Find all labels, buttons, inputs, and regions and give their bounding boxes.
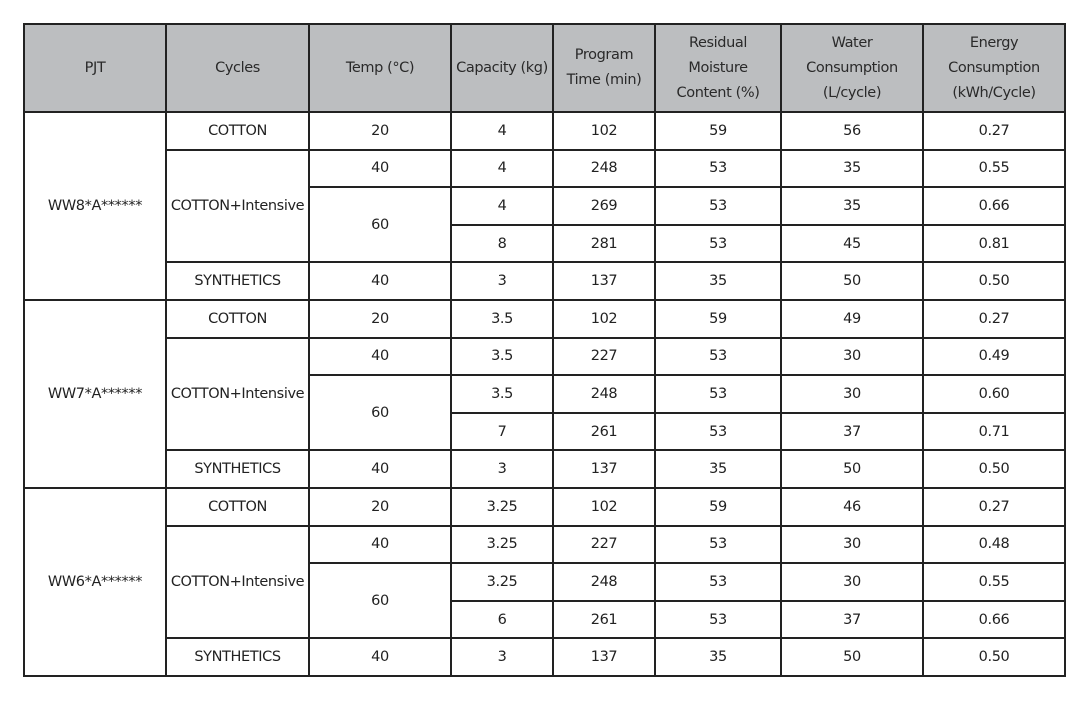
water-cell: 56	[781, 112, 923, 150]
header-residual-moisture	[655, 24, 781, 112]
header-pjt	[24, 24, 166, 112]
pjt-cell: WW6*A******	[24, 488, 166, 676]
header-water-line3: (L/cycle)	[822, 84, 882, 101]
water-cell: 37	[781, 601, 923, 639]
water-cell: 49	[781, 300, 923, 338]
header-pjt-label: PJT	[84, 59, 106, 76]
capacity-cell: 3	[451, 262, 553, 300]
model-group-ww7	[24, 300, 1065, 488]
table-row	[24, 338, 1065, 376]
energy-cell: 0.50	[923, 450, 1065, 488]
energy-cell: 0.27	[923, 300, 1065, 338]
capacity-cell: 3.25	[451, 526, 553, 564]
water-cell: 46	[781, 488, 923, 526]
cycle-cell: COTTON+Intensive	[166, 526, 309, 639]
header-energy-consumption	[923, 24, 1065, 112]
table-row	[24, 150, 1065, 188]
time-cell: 261	[553, 413, 655, 451]
table-row	[24, 112, 1065, 150]
capacity-cell: 3	[451, 450, 553, 488]
header-rmc-line2: Moisture	[688, 59, 748, 76]
rmc-cell: 53	[655, 563, 781, 601]
rmc-cell: 53	[655, 526, 781, 564]
rmc-cell: 53	[655, 601, 781, 639]
capacity-cell: 8	[451, 225, 553, 263]
time-cell: 227	[553, 338, 655, 376]
time-cell: 137	[553, 450, 655, 488]
time-cell: 227	[553, 526, 655, 564]
energy-cell: 0.27	[923, 488, 1065, 526]
water-cell: 50	[781, 450, 923, 488]
water-cell: 30	[781, 526, 923, 564]
water-cell: 45	[781, 225, 923, 263]
header-program-time	[553, 24, 655, 112]
water-cell: 37	[781, 413, 923, 451]
header-energy-line2: Consumption	[948, 59, 1040, 76]
temp-cell: 60	[309, 563, 451, 638]
time-cell: 281	[553, 225, 655, 263]
capacity-cell: 6	[451, 601, 553, 639]
rmc-cell: 53	[655, 375, 781, 413]
model-group-ww6	[24, 488, 1065, 676]
temp-cell: 20	[309, 112, 451, 150]
rmc-cell: 59	[655, 488, 781, 526]
header-energy-line3: (kWh/Cycle)	[952, 84, 1036, 101]
water-cell: 35	[781, 150, 923, 188]
energy-cell: 0.66	[923, 187, 1065, 225]
rmc-cell: 53	[655, 338, 781, 376]
header-rmc-line3: Content (%)	[676, 84, 760, 101]
temp-cell: 20	[309, 300, 451, 338]
pjt-cell: WW7*A******	[24, 300, 166, 488]
energy-cell: 0.60	[923, 375, 1065, 413]
header-water-consumption	[781, 24, 923, 112]
header-rmc-line1: Residual	[688, 34, 748, 51]
header-cycles-label: Cycles	[215, 59, 260, 76]
time-cell: 137	[553, 262, 655, 300]
cycle-cell: COTTON	[166, 112, 309, 150]
temp-cell: 40	[309, 526, 451, 564]
rmc-cell: 53	[655, 225, 781, 263]
table-row	[24, 300, 1065, 338]
time-cell: 248	[553, 563, 655, 601]
rmc-cell: 35	[655, 450, 781, 488]
capacity-cell: 3.5	[451, 300, 553, 338]
capacity-cell: 3	[451, 638, 553, 676]
cycle-cell: SYNTHETICS	[166, 262, 309, 300]
rmc-cell: 53	[655, 150, 781, 188]
header-water-line2: Consumption	[806, 59, 898, 76]
energy-cell: 0.71	[923, 413, 1065, 451]
pjt-cell: WW8*A******	[24, 112, 166, 300]
capacity-cell: 4	[451, 187, 553, 225]
header-capacity	[451, 24, 553, 112]
temp-cell: 60	[309, 187, 451, 262]
time-cell: 102	[553, 488, 655, 526]
energy-cell: 0.66	[923, 601, 1065, 639]
water-cell: 50	[781, 262, 923, 300]
cycle-cell: SYNTHETICS	[166, 638, 309, 676]
rmc-cell: 53	[655, 187, 781, 225]
header-temp	[309, 24, 451, 112]
table-row	[24, 262, 1065, 300]
cycle-cell: COTTON+Intensive	[166, 150, 309, 263]
time-cell: 248	[553, 375, 655, 413]
water-cell: 50	[781, 638, 923, 676]
header-program-time-line1: Program	[574, 47, 634, 63]
temp-cell: 40	[309, 338, 451, 376]
header-energy-line1: Energy	[969, 34, 1019, 51]
time-cell: 261	[553, 601, 655, 639]
energy-cell: 0.50	[923, 638, 1065, 676]
water-cell: 30	[781, 563, 923, 601]
table-header	[24, 24, 1065, 112]
header-water-line1: Water	[831, 34, 873, 51]
capacity-cell: 3.25	[451, 563, 553, 601]
temp-cell: 40	[309, 262, 451, 300]
rmc-cell: 35	[655, 638, 781, 676]
capacity-cell: 4	[451, 150, 553, 188]
table-row	[24, 488, 1065, 526]
table-row	[24, 526, 1065, 564]
specification-table	[23, 23, 1066, 677]
header-row	[24, 24, 1065, 112]
water-cell: 30	[781, 375, 923, 413]
rmc-cell: 53	[655, 413, 781, 451]
cycle-cell: COTTON	[166, 488, 309, 526]
energy-cell: 0.55	[923, 150, 1065, 188]
temp-cell: 60	[309, 375, 451, 450]
time-cell: 269	[553, 187, 655, 225]
water-cell: 35	[781, 187, 923, 225]
header-program-time-line2: Time (min)	[566, 72, 642, 88]
energy-cell: 0.27	[923, 112, 1065, 150]
temp-cell: 20	[309, 488, 451, 526]
header-capacity-label: Capacity (kg)	[456, 59, 548, 76]
capacity-cell: 3.5	[451, 375, 553, 413]
energy-cell: 0.49	[923, 338, 1065, 376]
energy-cell: 0.55	[923, 563, 1065, 601]
cycle-cell: COTTON	[166, 300, 309, 338]
temp-cell: 40	[309, 150, 451, 188]
time-cell: 248	[553, 150, 655, 188]
header-temp-label: Temp (°C)	[345, 59, 415, 76]
energy-cell: 0.48	[923, 526, 1065, 564]
header-cycles	[166, 24, 309, 112]
cycle-cell: SYNTHETICS	[166, 450, 309, 488]
rmc-cell: 35	[655, 262, 781, 300]
cycle-cell: COTTON+Intensive	[166, 338, 309, 451]
capacity-cell: 3.25	[451, 488, 553, 526]
rmc-cell: 59	[655, 112, 781, 150]
energy-cell: 0.50	[923, 262, 1065, 300]
table-row	[24, 638, 1065, 676]
table-row	[24, 450, 1065, 488]
time-cell: 102	[553, 112, 655, 150]
time-cell: 102	[553, 300, 655, 338]
rmc-cell: 59	[655, 300, 781, 338]
temp-cell: 40	[309, 638, 451, 676]
capacity-cell: 7	[451, 413, 553, 451]
energy-cell: 0.81	[923, 225, 1065, 263]
model-group-ww8	[24, 112, 1065, 300]
water-cell: 30	[781, 338, 923, 376]
temp-cell: 40	[309, 450, 451, 488]
capacity-cell: 3.5	[451, 338, 553, 376]
time-cell: 137	[553, 638, 655, 676]
capacity-cell: 4	[451, 112, 553, 150]
